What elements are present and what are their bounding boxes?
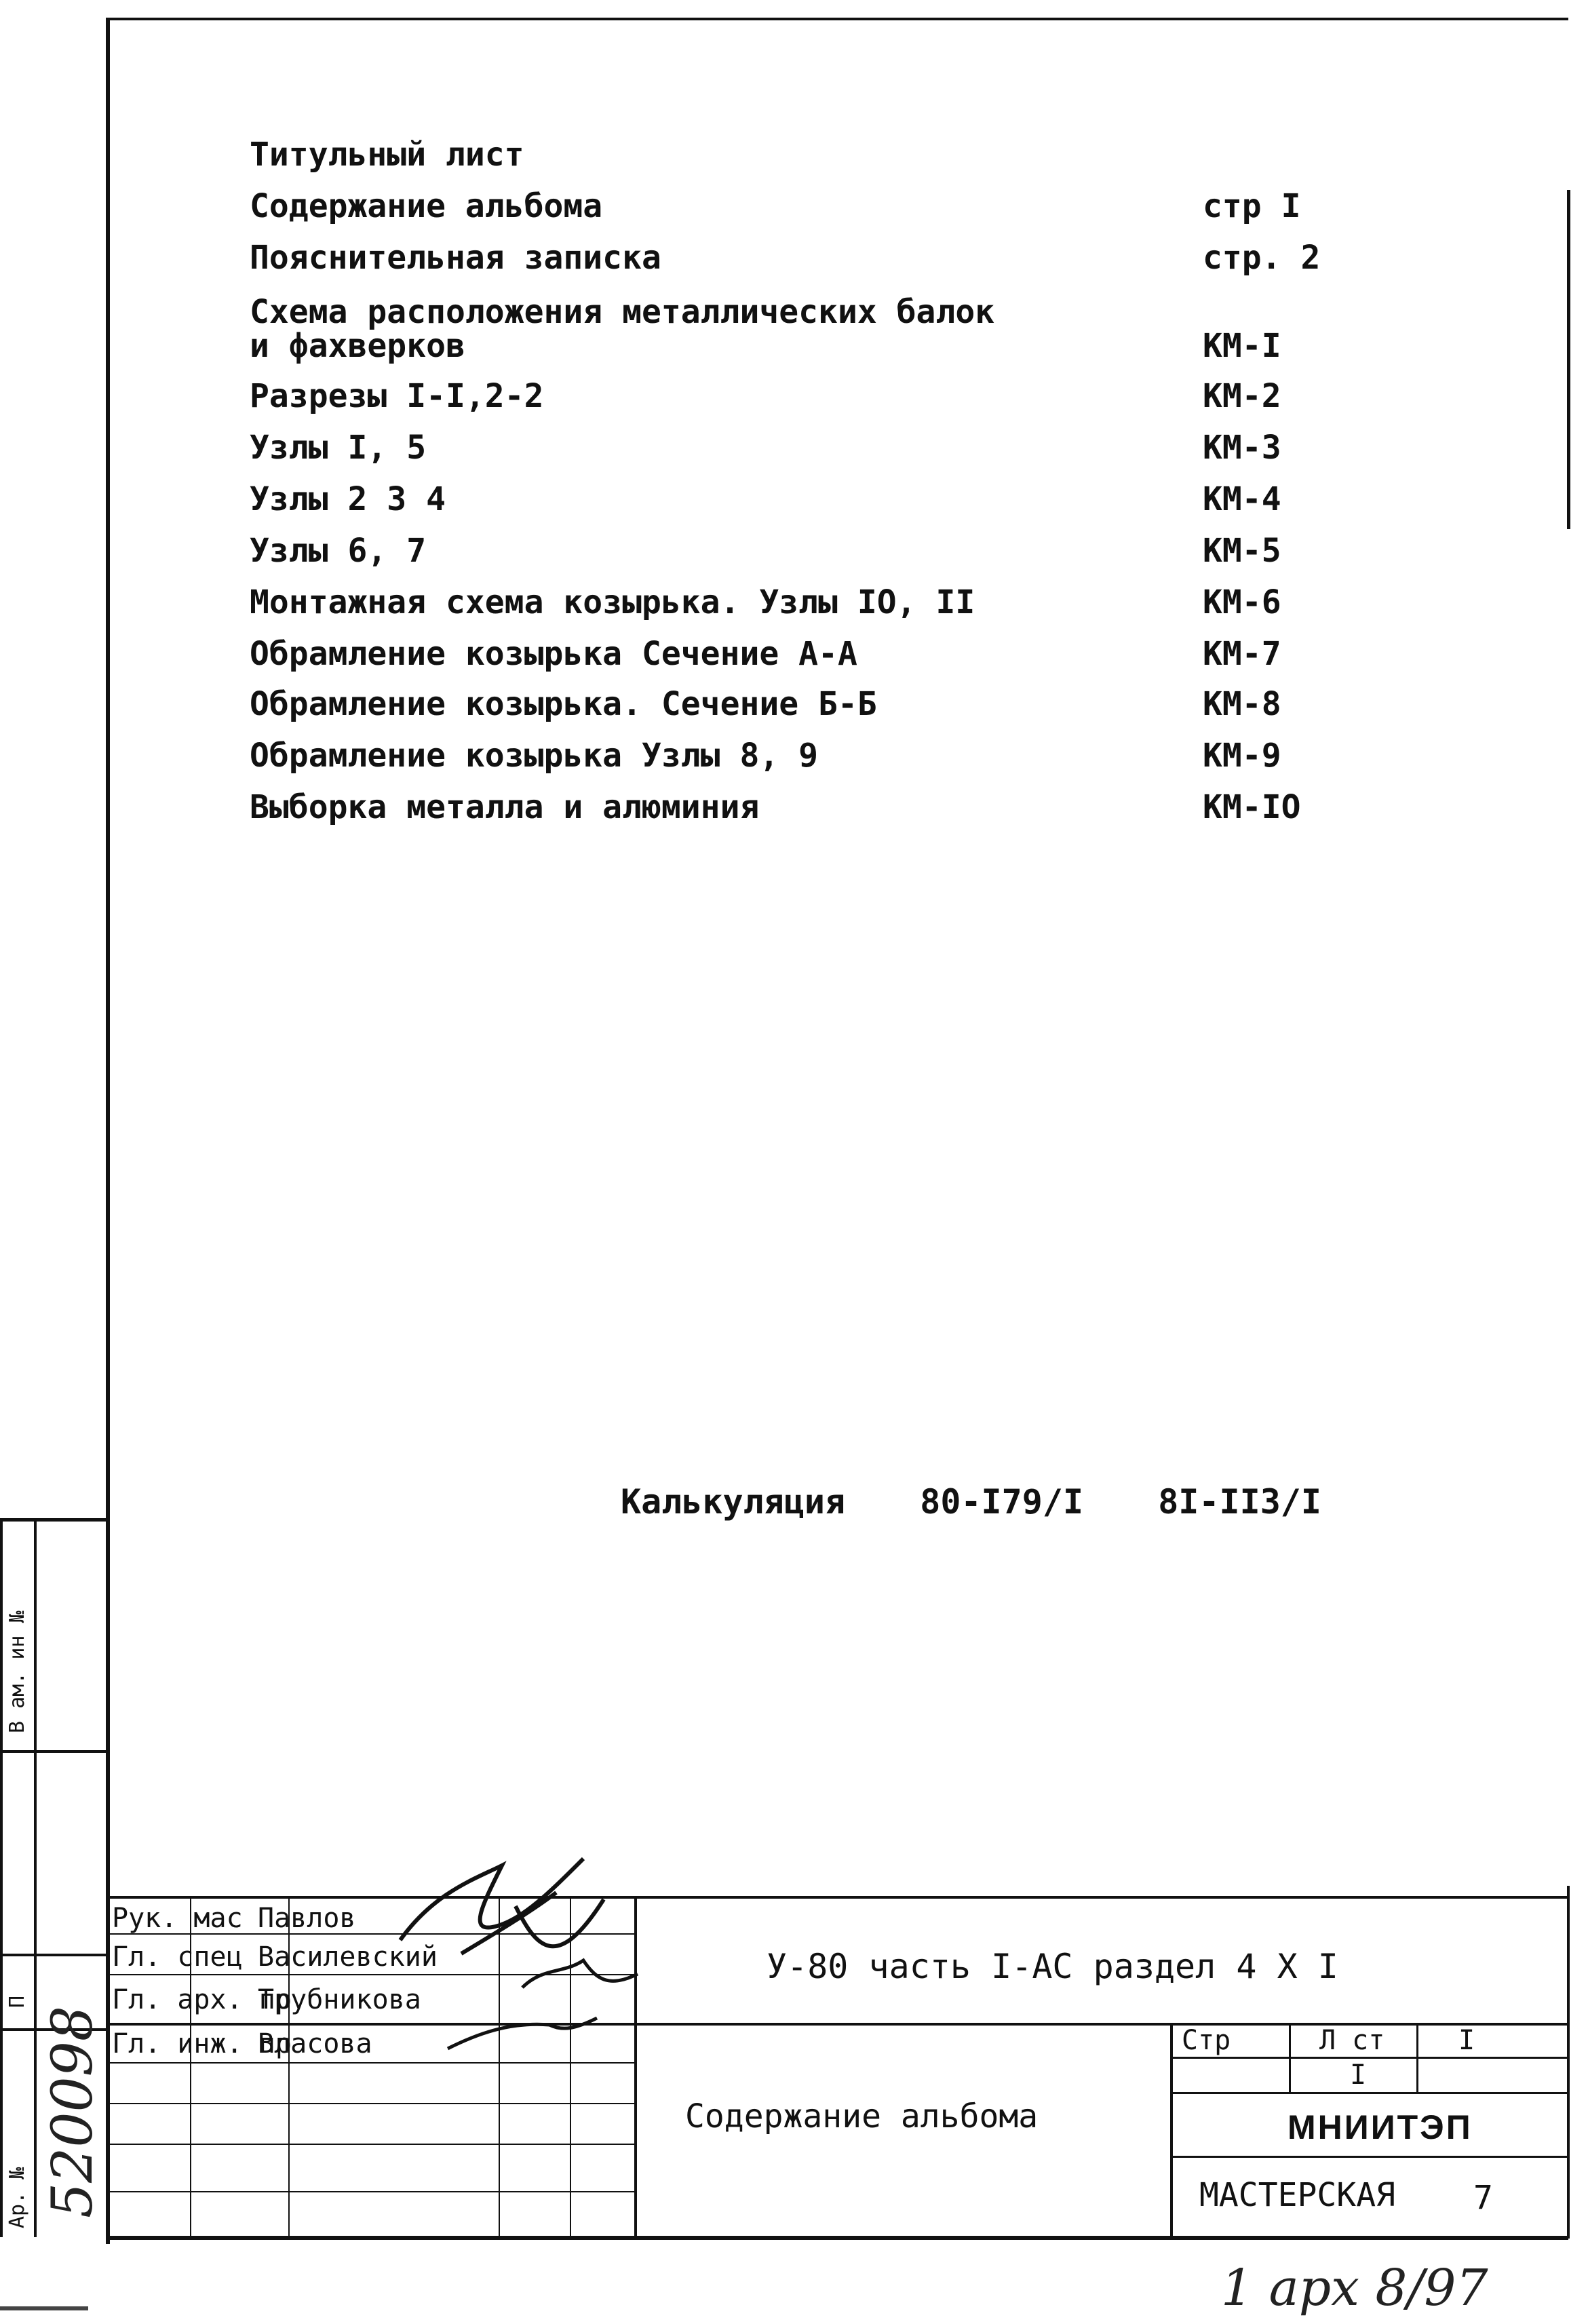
sheet-label: Л ст xyxy=(1319,2025,1385,2056)
sheets-count: I xyxy=(1458,2025,1475,2056)
title-block-divider xyxy=(110,2191,636,2192)
contents-item-ref: стр. 2 xyxy=(1203,239,1321,277)
signature-name: Василевский xyxy=(258,1941,438,1973)
contents-item-title: Узлы I, 5 xyxy=(250,429,427,467)
contents-item-ref: КМ-8 xyxy=(1203,685,1281,723)
contents-item-title: Монтажная схема козырька. Узлы IO, II xyxy=(250,583,975,621)
signature-name: Власова xyxy=(258,2028,372,2059)
title-block-divider xyxy=(1171,2092,1568,2094)
margin-row-divider xyxy=(0,1954,107,1956)
margin-inv-prefix: Ар. № xyxy=(5,2167,29,2228)
contents-item-ref: КМ-3 xyxy=(1203,429,1281,467)
workshop-label: МАСТЕРСКАЯ xyxy=(1199,2176,1395,2214)
contents-item-title-continued: и фахверков xyxy=(250,327,465,365)
stage-label: Стр xyxy=(1182,2025,1231,2056)
contents-item-ref: КМ-7 xyxy=(1203,635,1281,673)
margin-divider xyxy=(34,1518,37,2237)
calculation-label: Калькуляция xyxy=(621,1482,846,1522)
title-block-divider xyxy=(1171,2057,1568,2059)
title-block-divider xyxy=(110,2062,636,2064)
margin-edge xyxy=(0,1518,3,2237)
signature-name: Трубникова xyxy=(258,1984,421,2015)
contents-item-title: Разрезы I-I,2-2 xyxy=(250,377,544,415)
title-block-divider xyxy=(1170,2023,1173,2238)
contents-item-ref: КМ-4 xyxy=(1203,480,1281,518)
sheet-number: I xyxy=(1350,2059,1367,2091)
frame-top xyxy=(106,18,1568,20)
contents-item-ref: КМ-5 xyxy=(1203,532,1281,570)
frame-right-mark xyxy=(1567,190,1570,529)
title-block-divider xyxy=(1171,2156,1568,2158)
margin-inv-label: В ам. ин № xyxy=(5,1610,29,1733)
contents-item-title: Схема расположения металлических балок xyxy=(250,293,995,331)
contents-item-title: Содержание альбома xyxy=(250,187,603,225)
document-designation: У-80 часть I-АС раздел 4 Х I xyxy=(767,1947,1338,1986)
title-block-divider xyxy=(110,2103,636,2104)
workshop-number: 7 xyxy=(1473,2179,1493,2217)
calculation-code-2: 8I-II3/I xyxy=(1158,1482,1322,1522)
contents-item-ref: КМ-IO xyxy=(1203,788,1301,826)
contents-item-ref: КМ-2 xyxy=(1203,377,1281,415)
scan-mark xyxy=(0,2306,88,2310)
signature-name: Павлов xyxy=(258,1903,356,1934)
archive-note: 1 арх 8/97 xyxy=(1221,2259,1488,2317)
sheet-title: Содержание альбома xyxy=(685,2097,1039,2135)
inventory-number: 520098 xyxy=(41,2005,105,2218)
contents-item-title: Обрамление козырька Сечение А-А xyxy=(250,635,857,673)
contents-item-title: Пояснительная записка xyxy=(250,239,661,277)
contents-item-title: Титульный лист xyxy=(250,136,524,174)
contents-item-ref: КМ-9 xyxy=(1203,737,1281,775)
signature-role: Гл. спец xyxy=(112,1941,243,1973)
contents-item-ref: КМ-I xyxy=(1203,327,1281,365)
signature-role: Рук. мас xyxy=(112,1903,243,1934)
organization-name: МНИИТЭП xyxy=(1287,2108,1473,2146)
margin-sub-label: П xyxy=(5,1995,29,2008)
handwritten-signatures xyxy=(380,1852,665,2055)
contents-item-title: Узлы 2 3 4 xyxy=(250,480,446,518)
signature-role: Гл. арх. пр xyxy=(112,1984,292,2015)
title-block-divider xyxy=(110,2144,636,2145)
contents-item-title: Обрамление козырька. Сечение Б-Б xyxy=(250,685,877,723)
calculation-line xyxy=(621,1482,1376,1522)
signature-role: Гл. инж. пр xyxy=(112,2028,292,2059)
contents-item-ref: КМ-6 xyxy=(1203,583,1281,621)
margin-row-divider xyxy=(0,1750,107,1753)
contents-item-title: Выборка металла и алюминия xyxy=(250,788,760,826)
contents-item-ref: стр I xyxy=(1203,187,1301,225)
contents-item-title: Обрамление козырька Узлы 8, 9 xyxy=(250,737,819,775)
calculation-code-1: 80-I79/I xyxy=(920,1482,1084,1522)
contents-item-title: Узлы 6, 7 xyxy=(250,532,427,570)
